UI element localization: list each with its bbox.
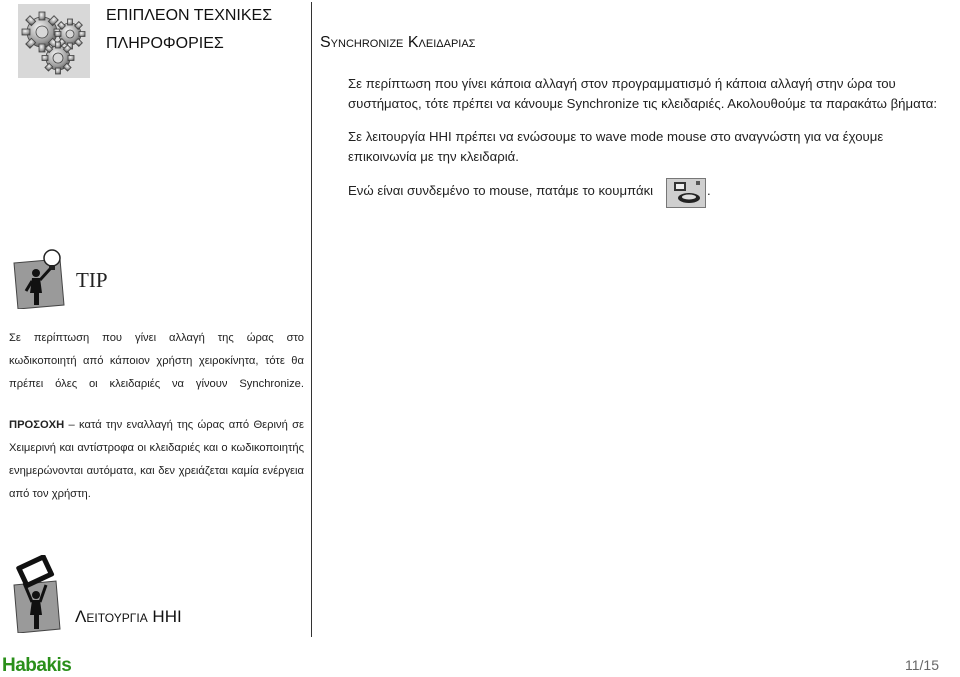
mouse-instruction-period: .	[707, 183, 711, 198]
mouse-instruction-text: Ενώ είναι συνδεμένο το mouse, πατάμε το κουμπάκι	[348, 183, 654, 198]
gears-icon	[18, 4, 90, 78]
warning-label: ΠΡΟΣΟΧΗ	[9, 419, 65, 431]
tip-paragraph: Σε περίπτωση που γίνει αλλαγή της ώρας στο κωδικοποιητή από κάποιον χρήστη χειροκίνητα, τότε θα πρέπει όλες οι κλειδαριές να γίνουν Synchronize.	[9, 332, 304, 390]
brand-logo: Habakis	[2, 655, 72, 676]
warning-text: – κατά την εναλλαγή της ώρας από Θερινή σε Χειμερινή και αντίστροφα οι κλειδαριές και ο κωδικοποιητής ενημερώνονται αυτόματα, και δεν χρειάζεται καμία ενέργεια από τον χρήστη.	[9, 419, 304, 500]
person-holding-device-icon	[10, 555, 66, 633]
sidebar-title-line1: ΕΠΙΠΛΕΟΝ ΤΕΧΝΙΚΕΣ	[106, 7, 273, 24]
sync-button-icon	[666, 178, 706, 208]
sidebar-title-line2: ΠΛΗΡΟΦΟΡΙΕΣ	[106, 35, 224, 52]
tip-label: TIP	[76, 268, 108, 292]
section-heading: Synchronize Κλειδαριασ	[320, 34, 476, 51]
lightbulb-person-icon	[12, 247, 68, 309]
hhi-heading: Λειτουργια HHI	[75, 607, 182, 626]
hhi-instruction-paragraph: Σε λειτουργία HHI πρέπει να ενώσουμε το wave mode mouse στο αναγνώστη για να έχουμε επικοινωνία με την κλειδαριά.	[348, 129, 884, 164]
mouse-instruction-paragraph	[348, 181, 653, 201]
intro-paragraph: Σε περίπτωση που γίνει κάποια αλλαγή στον προγραμματισμό ή κάποια αλλαγή στην ώρα του συστήματος, τότε πρέπει να κάνουμε Synchronize τις κλειδαριές. Ακολουθούμε τα παρακάτω βήματα:	[348, 76, 938, 111]
page-number: 11/15	[905, 657, 939, 673]
warning-paragraph	[9, 414, 304, 506]
column-divider	[311, 2, 312, 637]
